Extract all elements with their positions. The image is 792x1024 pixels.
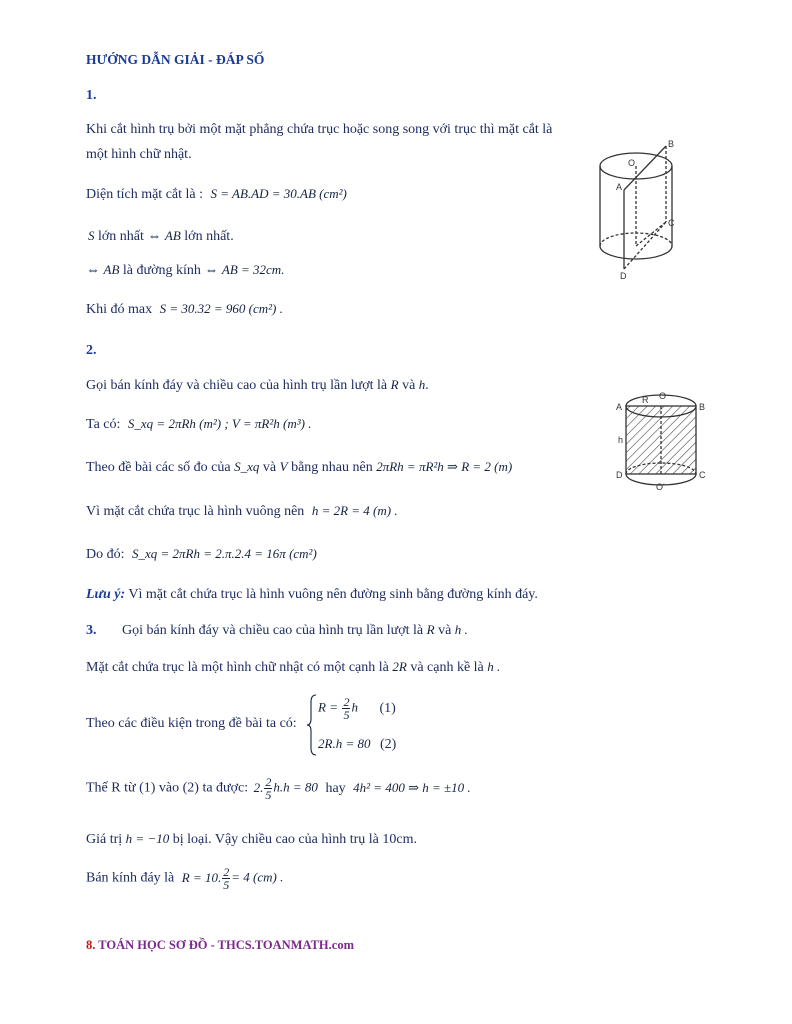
fig2-label-h: h <box>618 435 624 445</box>
p3-bk-post: = 4 (cm) . <box>231 869 284 885</box>
p2-h: h <box>418 377 426 392</box>
p2-theo-v: V <box>279 459 288 474</box>
p3-the-pre: 2. <box>253 779 264 795</box>
p3-bk-pre: R = 10. <box>181 869 222 885</box>
fig2-label-d: D <box>616 470 623 480</box>
p3-line1-text: Gọi bán kính đáy và chiều cao của hình trụ lần lượt là <box>122 623 424 638</box>
page-heading: HƯỚNG DẪN GIẢI - ĐÁP SỐ <box>86 52 265 67</box>
p1-line2: một hình chữ nhật. <box>86 147 192 162</box>
fig2-label-r: R <box>642 395 649 405</box>
p2-vi-line <box>86 503 398 520</box>
p3-giatri-a: Giá trị <box>86 832 123 847</box>
p2-line1a: Gọi bán kính đáy và chiều cao của hình trụ lần lượt là <box>86 378 388 393</box>
p3-the-a: Thế R từ (1) vào (2) ta được: <box>86 780 249 796</box>
p3-h: h . <box>454 622 468 637</box>
p3-radius-line <box>86 866 283 891</box>
p2-taco: Ta có: <box>86 417 121 432</box>
p1-dia-pre: ⇔ <box>86 263 100 278</box>
footer-text: TOÁN HỌC SƠ ĐỒ - THCS.TOANMATH.com <box>98 938 354 952</box>
p1-area-formula: S = AB.AD = 30.AB (cm²) <box>210 186 347 201</box>
p2-line1-end: . <box>425 378 429 393</box>
page-footer <box>86 938 354 953</box>
fig2-label-b: B <box>699 402 706 412</box>
p3-eq1-fraction <box>342 696 350 721</box>
p2-line1 <box>86 377 429 394</box>
p2-note-text: Vì mặt cắt chứa trục là hình vuông nên đường sinh bằng đường kính đáy. <box>128 587 538 602</box>
problem-3-number: 3. <box>86 623 97 638</box>
fig2-label-c: C <box>699 470 706 480</box>
p2-dodo: Do đó: <box>86 547 125 562</box>
fig2-label-a: A <box>616 402 623 412</box>
p3-line2 <box>86 659 500 676</box>
fig1-label-b: B <box>668 139 675 149</box>
p2-va: và <box>402 378 416 393</box>
figure-cylinder-section <box>588 136 688 282</box>
p1-diameter-line <box>86 262 284 279</box>
p2-theo-sxq: S_xq <box>234 459 260 474</box>
p1-max-line <box>88 228 234 245</box>
p3-giatri-line <box>86 831 417 848</box>
p3-eq2-tag: (2) <box>379 737 397 752</box>
problem-1-number: 1. <box>86 88 97 103</box>
p2-note-label: Lưu ý: <box>86 587 126 602</box>
p2-r: R <box>390 377 399 392</box>
p3-bk-den: 5 <box>223 878 230 892</box>
fig1-label-d: D <box>620 271 627 281</box>
p1-area-label: Diện tích mặt cắt là : <box>86 187 204 202</box>
p1-dia-text: là đường kính ⇔ <box>122 263 219 278</box>
p3-line2a: Mặt cắt chứa trục là một hình chữ nhật có một cạnh là <box>86 660 389 675</box>
fig1-label-o: O <box>628 158 636 168</box>
p3-eq1-den: 5 <box>343 708 350 722</box>
p1-area-line <box>86 186 347 203</box>
p2-vi-formula: h = 2R = 4 (m) . <box>311 503 398 518</box>
p1-max-text: lớn nhất ⇔ <box>98 229 162 244</box>
p2-theo-va: và <box>262 460 277 475</box>
p3-the-den: 5 <box>265 788 272 802</box>
p1-khi-do: Khi đó max <box>86 302 153 317</box>
p3-eq2-expr: 2R.h = 80 <box>318 736 371 751</box>
p3-line2-h: h . <box>487 659 501 674</box>
p3-r: R <box>426 622 435 637</box>
p3-line2b: và cạnh kề là <box>410 660 484 675</box>
p3-eq1-tag: (1) <box>379 700 396 716</box>
p3-eq1 <box>318 696 396 721</box>
problem-2-number: 2. <box>86 343 97 358</box>
fig1-label-a: A <box>616 182 623 192</box>
p3-eq1-num: 2 <box>343 695 350 709</box>
p3-bk-fraction <box>222 866 230 891</box>
p3-two-r: 2R <box>392 659 407 674</box>
fig1-label-c: C <box>668 218 675 228</box>
p2-note-line <box>86 587 538 603</box>
p1-khi-do-formula: S = 30.32 = 960 (cm²) . <box>159 301 283 316</box>
p3-bk-num: 2 <box>223 865 230 879</box>
fig2-label-o: O <box>659 391 667 401</box>
p3-the-fraction <box>264 776 272 801</box>
p3-cond-label: Theo các điều kiện trong đề bài ta có: <box>86 716 297 731</box>
page-number: 8. <box>86 938 96 952</box>
p2-taco-line <box>86 416 311 433</box>
p3-bk-a: Bán kính đáy là <box>86 870 175 886</box>
p1-max-ab: AB <box>164 228 181 243</box>
p3-substitute-line <box>86 776 471 801</box>
p2-theo-formula: 2πRh = πR²h ⇒ R = 2 (m) <box>376 459 513 474</box>
p3-eq1-h: h <box>351 699 358 715</box>
p3-the-num: 2 <box>265 775 272 789</box>
system-brace-icon <box>306 694 318 756</box>
p2-theo-b: bằng nhau nên <box>291 460 373 475</box>
p1-dia-formula: AB = 32cm. <box>221 262 285 277</box>
p1-max-s: S <box>88 228 95 243</box>
p1-max-end: lớn nhất. <box>184 229 234 244</box>
p3-eq1-lhs: R = <box>318 699 338 715</box>
p3-hay: hay <box>325 780 346 796</box>
p2-dodo-formula: S_xq = 2πRh = 2.π.2.4 = 16π (cm²) <box>132 546 317 561</box>
figure-cylinder-axial <box>612 390 712 502</box>
p1-max-value-line <box>86 301 283 318</box>
p3-the-post: h.h = 80 <box>273 779 318 795</box>
p2-taco-formula: S_xq = 2πRh (m²) ; V = πR²h (m³) . <box>127 416 312 431</box>
p3-the-result: 4h² = 400 ⇒ h = ±10 . <box>353 779 471 795</box>
p2-vi-text: Vì mặt cắt chứa trục là hình vuông nên <box>86 504 305 519</box>
p2-theo-a: Theo đề bài các số đo của <box>86 460 231 475</box>
fig2-label-o-prime: O' <box>656 482 665 492</box>
p1-dia-ab: AB <box>103 262 120 277</box>
p3-eq2 <box>318 736 396 753</box>
p2-dodo-line <box>86 546 317 563</box>
p2-theo-line <box>86 459 512 476</box>
p1-line1: Khi cắt hình trụ bởi một mặt phẳng chứa trục hoặc song song với trục thì mặt cắt là <box>86 122 553 137</box>
p3-line1 <box>86 622 468 639</box>
p3-va: và <box>438 623 452 638</box>
p3-giatri-formula: h = −10 <box>125 831 170 846</box>
p3-giatri-b: bị loại. Vậy chiều cao của hình trụ là 10cm. <box>172 832 417 847</box>
